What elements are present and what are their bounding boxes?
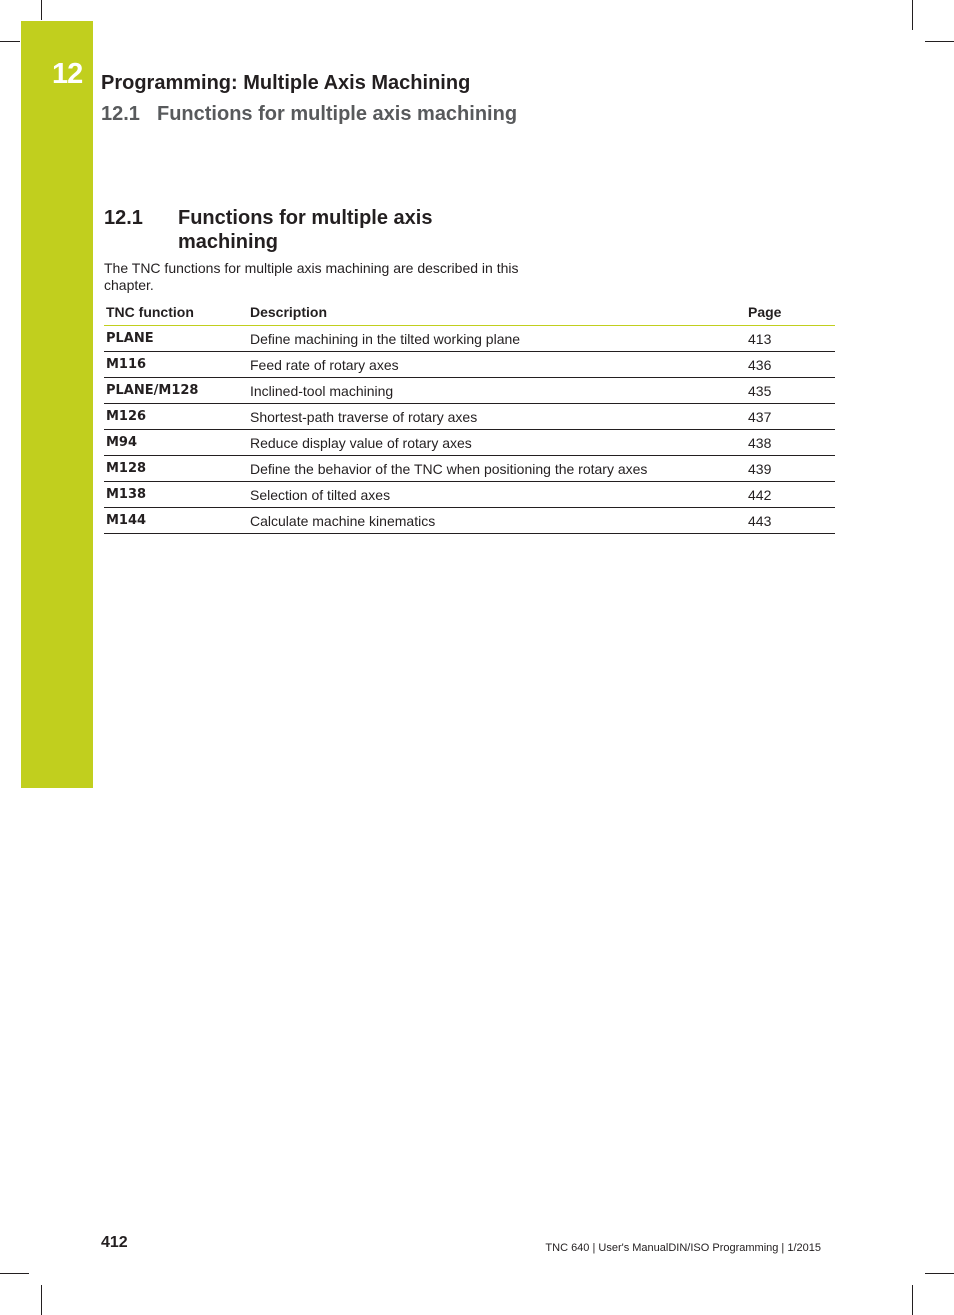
description-cell: Reduce display value of rotary axes (250, 430, 748, 456)
page-cell: 443 (748, 508, 835, 534)
table-row (104, 326, 835, 352)
table-row (104, 430, 835, 456)
page-cell: 435 (748, 378, 835, 404)
table-row (104, 352, 835, 378)
description-cell: Selection of tilted axes (250, 482, 748, 508)
crop-mark (41, 0, 42, 20)
crop-mark (0, 1273, 29, 1274)
description-cell: Shortest-path traverse of rotary axes (250, 404, 748, 430)
page-cell: 437 (748, 404, 835, 430)
function-cell: M116 (104, 352, 250, 378)
table-row (104, 404, 835, 430)
function-cell: M144 (104, 508, 250, 534)
column-header-page: Page (748, 299, 835, 326)
table-row (104, 456, 835, 482)
crop-mark (41, 1285, 42, 1315)
running-header-section-title: Functions for multiple axis machining (157, 103, 518, 125)
section-heading-title: Functions for multiple axis machining (178, 207, 433, 253)
description-cell: Inclined-tool machining (250, 378, 748, 404)
description-cell: Define machining in the tilted working plane (250, 326, 748, 352)
running-header-section (101, 103, 517, 126)
table-header-row (104, 299, 835, 326)
page-number: 412 (101, 1234, 128, 1251)
section-heading-number: 12.1 (104, 207, 143, 229)
description-cell: Define the behavior of the TNC when positioning the rotary axes (250, 456, 748, 482)
function-cell: M128 (104, 456, 250, 482)
crop-mark (912, 1285, 913, 1315)
crop-mark (925, 41, 954, 42)
table-row (104, 482, 835, 508)
column-header-function: TNC function (104, 299, 250, 326)
column-header-description: Description (250, 299, 748, 326)
function-cell: PLANE/M128 (104, 378, 250, 404)
chapter-tab (21, 21, 93, 788)
page-cell: 438 (748, 430, 835, 456)
page-cell: 442 (748, 482, 835, 508)
page-cell: 413 (748, 326, 835, 352)
table-row (104, 508, 835, 534)
description-cell: Calculate machine kinematics (250, 508, 748, 534)
running-header-chapter: Programming: Multiple Axis Machining (101, 72, 471, 94)
crop-mark (925, 1273, 954, 1274)
chapter-number: 12 (52, 58, 83, 90)
function-cell: M138 (104, 482, 250, 508)
running-header-section-number: 12.1 (101, 103, 140, 125)
function-cell: M94 (104, 430, 250, 456)
functions-table (104, 299, 835, 534)
crop-mark (0, 41, 20, 42)
table-row (104, 378, 835, 404)
function-cell: PLANE (104, 326, 250, 352)
intro-paragraph: The TNC functions for multiple axis machining are described in this chapter. (104, 260, 519, 293)
function-cell: M126 (104, 404, 250, 430)
page-cell: 436 (748, 352, 835, 378)
footer-text: TNC 640 | User's ManualDIN/ISO Programming | 1/2015 (545, 1242, 821, 1254)
crop-mark (912, 0, 913, 30)
page-cell: 439 (748, 456, 835, 482)
description-cell: Feed rate of rotary axes (250, 352, 748, 378)
